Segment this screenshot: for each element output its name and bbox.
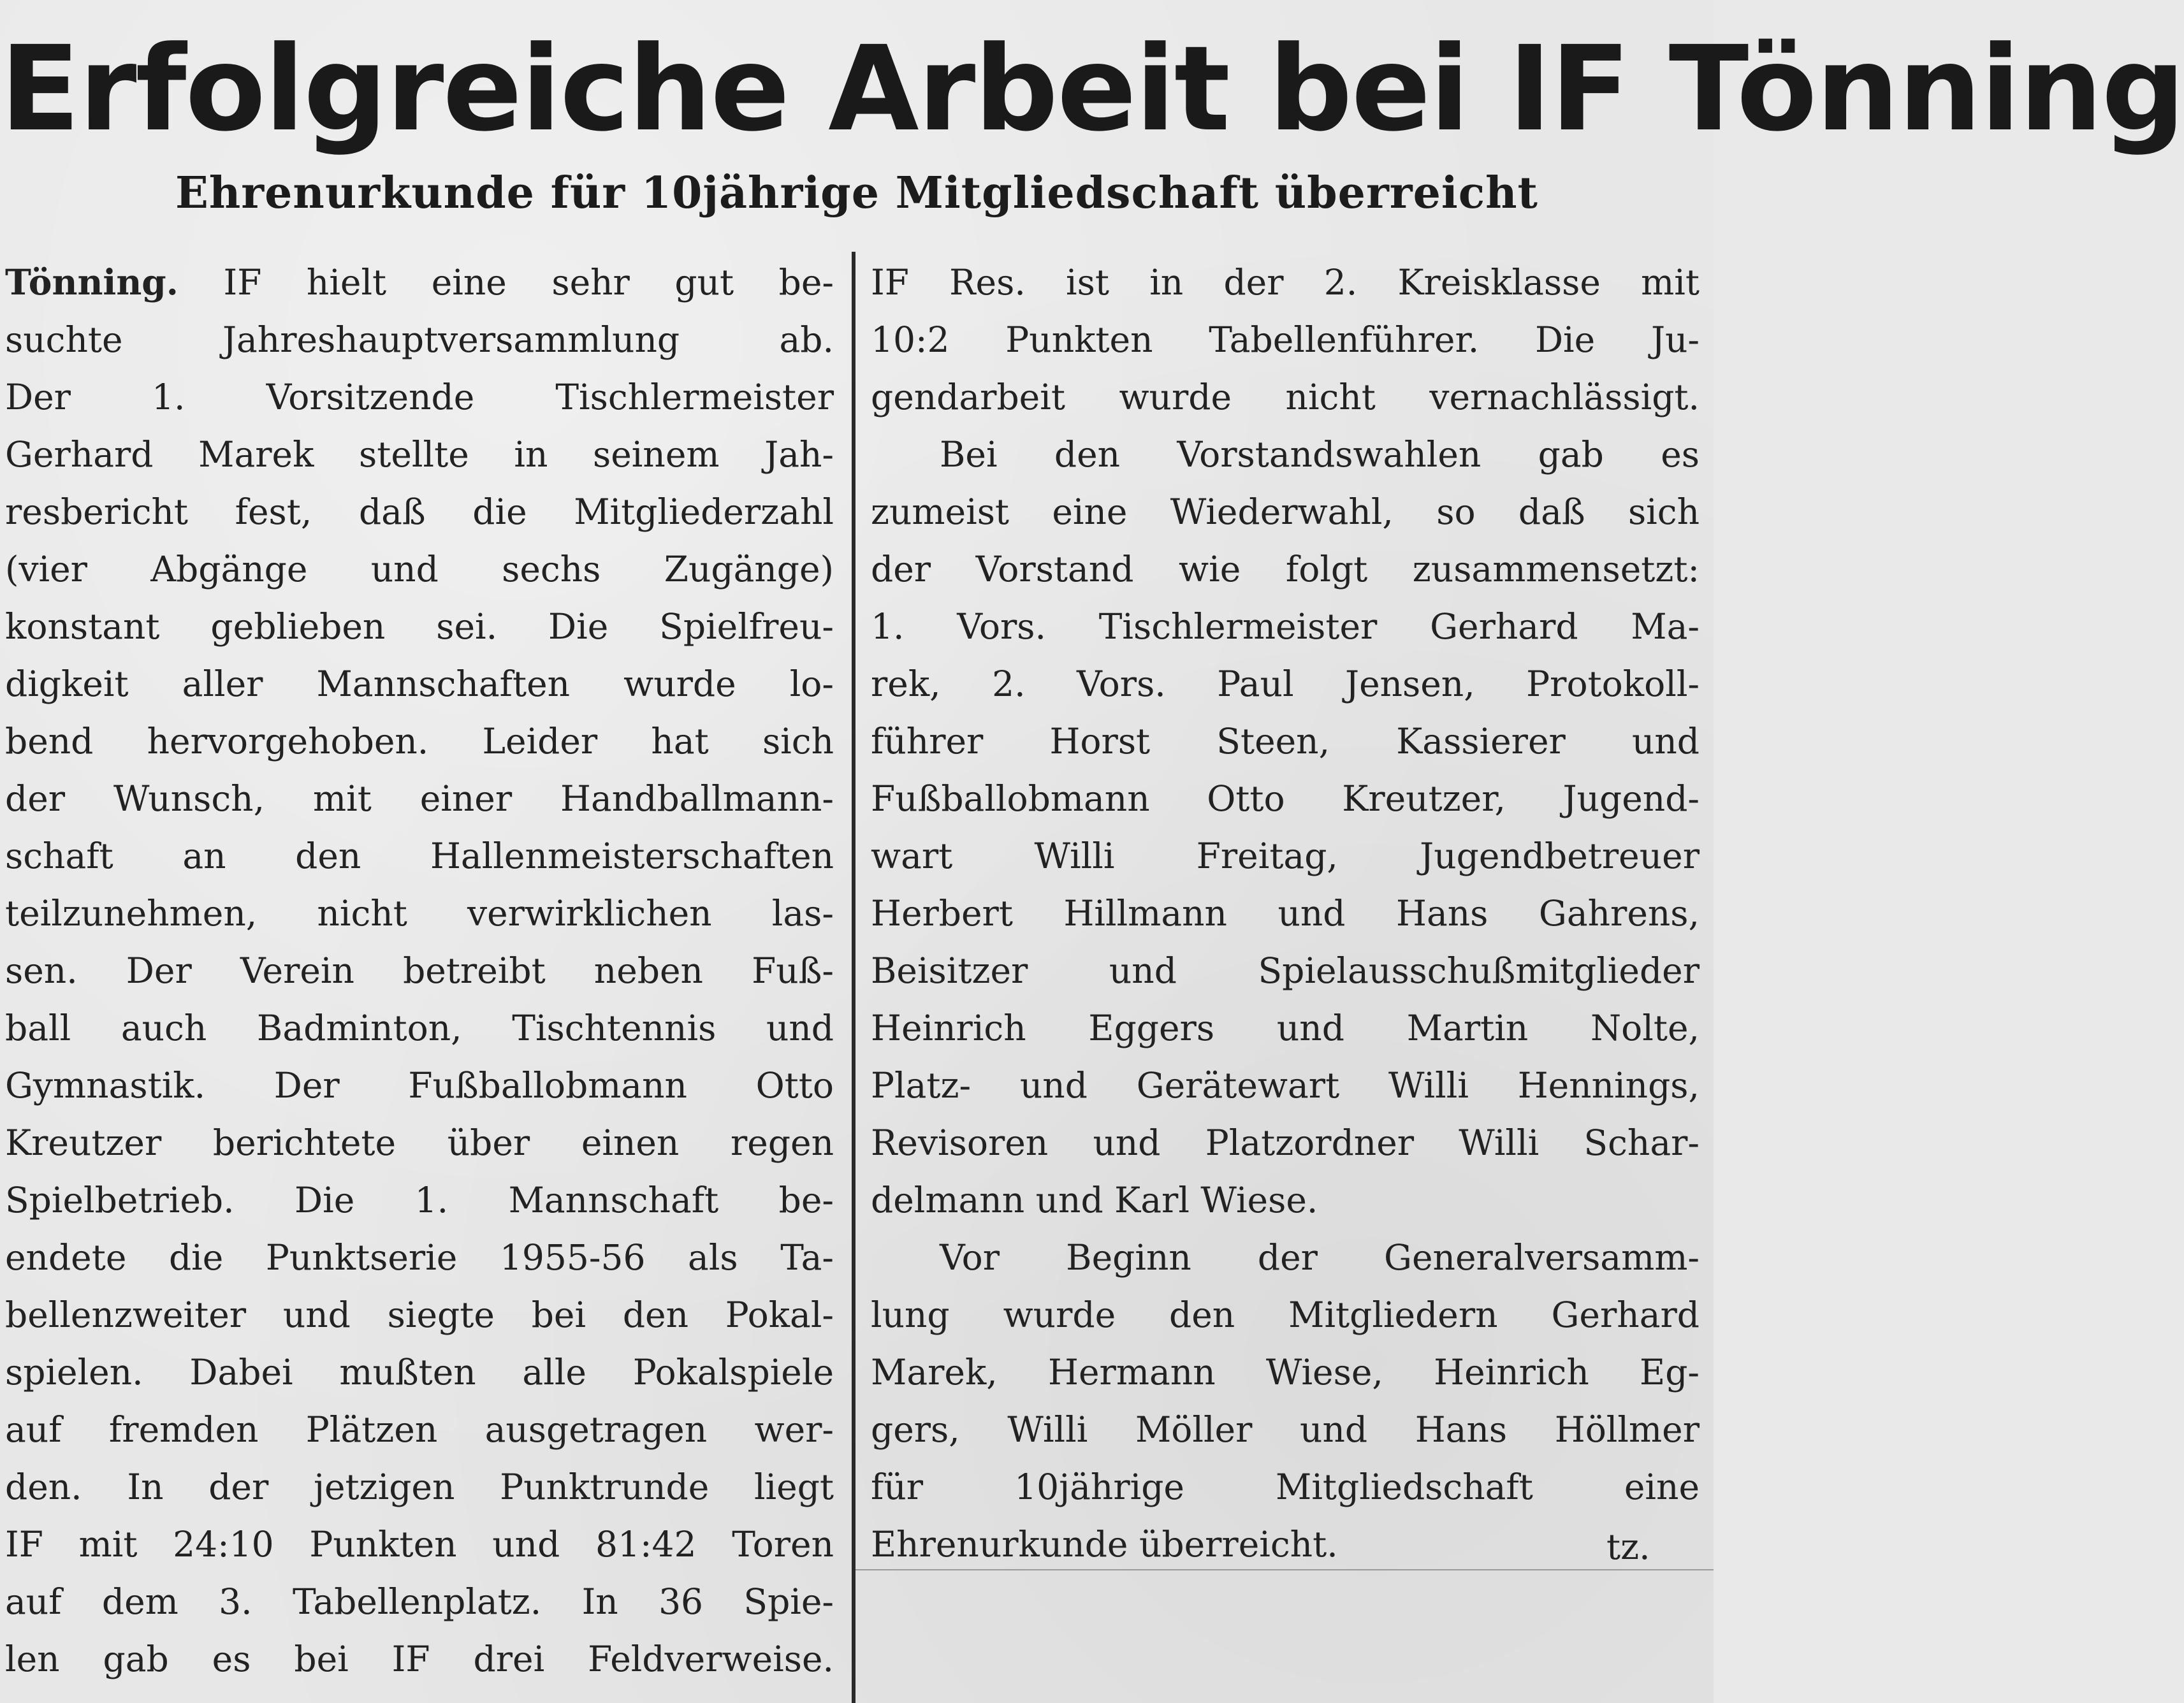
text-line: bend hervorgehoben. Leider hat sich bbox=[5, 721, 834, 762]
left-column bbox=[5, 254, 834, 1688]
text-line: Spielbetrieb. Die 1. Mannschaft be- bbox=[5, 1180, 834, 1221]
text-line: auf dem 3. Tabellenplatz. In 36 Spie- bbox=[5, 1581, 834, 1622]
text-line: ball auch Badminton, Tischtennis und bbox=[5, 1008, 834, 1048]
text-line: führer Horst Steen, Kassierer und bbox=[871, 721, 1700, 762]
text-line: konstant geblieben sei. Die Spielfreu- bbox=[5, 606, 834, 647]
text-line: für 10jährige Mitgliedschaft eine bbox=[871, 1467, 1700, 1507]
text-line: wart Willi Freitag, Jugendbetreuer bbox=[871, 836, 1700, 876]
text-line: 1. Vors. Tischlermeister Gerhard Ma- bbox=[871, 606, 1700, 647]
text-line: Marek, Hermann Wiese, Heinrich Eg- bbox=[871, 1352, 1700, 1393]
text-line: IF Res. ist in der 2. Kreisklasse mit bbox=[871, 262, 1700, 303]
text-line: Gymnastik. Der Fußballobmann Otto bbox=[5, 1065, 834, 1106]
text-line: digkeit aller Mannschaften wurde lo- bbox=[5, 663, 834, 704]
column-divider bbox=[852, 252, 855, 1703]
text-line: Vor Beginn der Generalversamm- bbox=[940, 1237, 1700, 1278]
subheadline: Ehrenurkunde für 10jährige Mitgliedschaft überreicht bbox=[175, 168, 1538, 219]
text-line: IF mit 24:10 Punkten und 81:42 Toren bbox=[5, 1524, 834, 1565]
text-line: len gab es bei IF drei Feldverweise. bbox=[5, 1639, 834, 1679]
text-line: Kreutzer berichtete über einen regen bbox=[5, 1122, 834, 1163]
text-line: (vier Abgänge und sechs Zugänge) bbox=[5, 549, 834, 590]
text-line: Revisoren und Platzordner Willi Schar- bbox=[871, 1122, 1700, 1163]
headline: Erfolgreiche Arbeit bei IF Tönning bbox=[0, 21, 2184, 157]
dateline: Tönning. bbox=[5, 261, 178, 303]
text-line: sen. Der Verein betreibt neben Fuß- bbox=[5, 950, 834, 991]
column-end-rule bbox=[855, 1569, 1714, 1570]
text-line: der Wunsch, mit einer Handballmann- bbox=[5, 778, 834, 819]
author-signature: tz. bbox=[1606, 1526, 1650, 1567]
text-line: Beisitzer und Spielausschußmitglieder bbox=[871, 950, 1700, 991]
text-line: resbericht fest, daß die Mitgliederzahl bbox=[5, 491, 834, 532]
text-line: delmann und Karl Wiese. bbox=[871, 1180, 1318, 1221]
text-line: Bei den Vorstandswahlen gab es bbox=[940, 434, 1700, 475]
text-line: 10:2 Punkten Tabellenführer. Die Ju- bbox=[871, 319, 1700, 360]
text-line: den. In der jetzigen Punktrunde liegt bbox=[5, 1467, 834, 1507]
text-line: Platz- und Gerätewart Willi Hennings, bbox=[871, 1065, 1700, 1106]
text-line: Gerhard Marek stellte in seinem Jah- bbox=[5, 434, 834, 475]
text-line: zumeist eine Wiederwahl, so daß sich bbox=[871, 491, 1700, 532]
text-line: auf fremden Plätzen ausgetragen wer- bbox=[5, 1409, 834, 1450]
text-line: Tönning. IF hielt eine sehr gut be- bbox=[5, 261, 834, 303]
text-line: der Vorstand wie folgt zusammensetzt: bbox=[871, 549, 1700, 590]
text-line: gers, Willi Möller und Hans Höllmer bbox=[871, 1409, 1700, 1450]
text-line: rek, 2. Vors. Paul Jensen, Protokoll- bbox=[871, 663, 1700, 704]
text-line: lung wurde den Mitgliedern Gerhard bbox=[871, 1294, 1700, 1335]
text-line: endete die Punktserie 1955-56 als Ta- bbox=[5, 1237, 834, 1278]
text-line: Der 1. Vorsitzende Tischlermeister bbox=[5, 377, 834, 417]
text-line: Ehrenurkunde überreicht. bbox=[871, 1524, 1338, 1565]
text-line: spielen. Dabei mußten alle Pokalspiele bbox=[5, 1352, 834, 1393]
text-line: teilzunehmen, nicht verwirklichen las- bbox=[5, 893, 834, 934]
text-line: Heinrich Eggers und Martin Nolte, bbox=[871, 1008, 1700, 1048]
text-line: gendarbeit wurde nicht vernachlässigt. bbox=[871, 377, 1700, 417]
text-line: schaft an den Hallenmeisterschaften bbox=[5, 836, 834, 876]
text-line: Herbert Hillmann und Hans Gahrens, bbox=[871, 893, 1700, 934]
right-column bbox=[871, 254, 1700, 1573]
text-line: Fußballobmann Otto Kreutzer, Jugend- bbox=[871, 778, 1700, 819]
text-line: suchte Jahreshauptversammlung ab. bbox=[5, 319, 834, 360]
text-line: bellenzweiter und siegte bei den Pokal- bbox=[5, 1294, 834, 1335]
